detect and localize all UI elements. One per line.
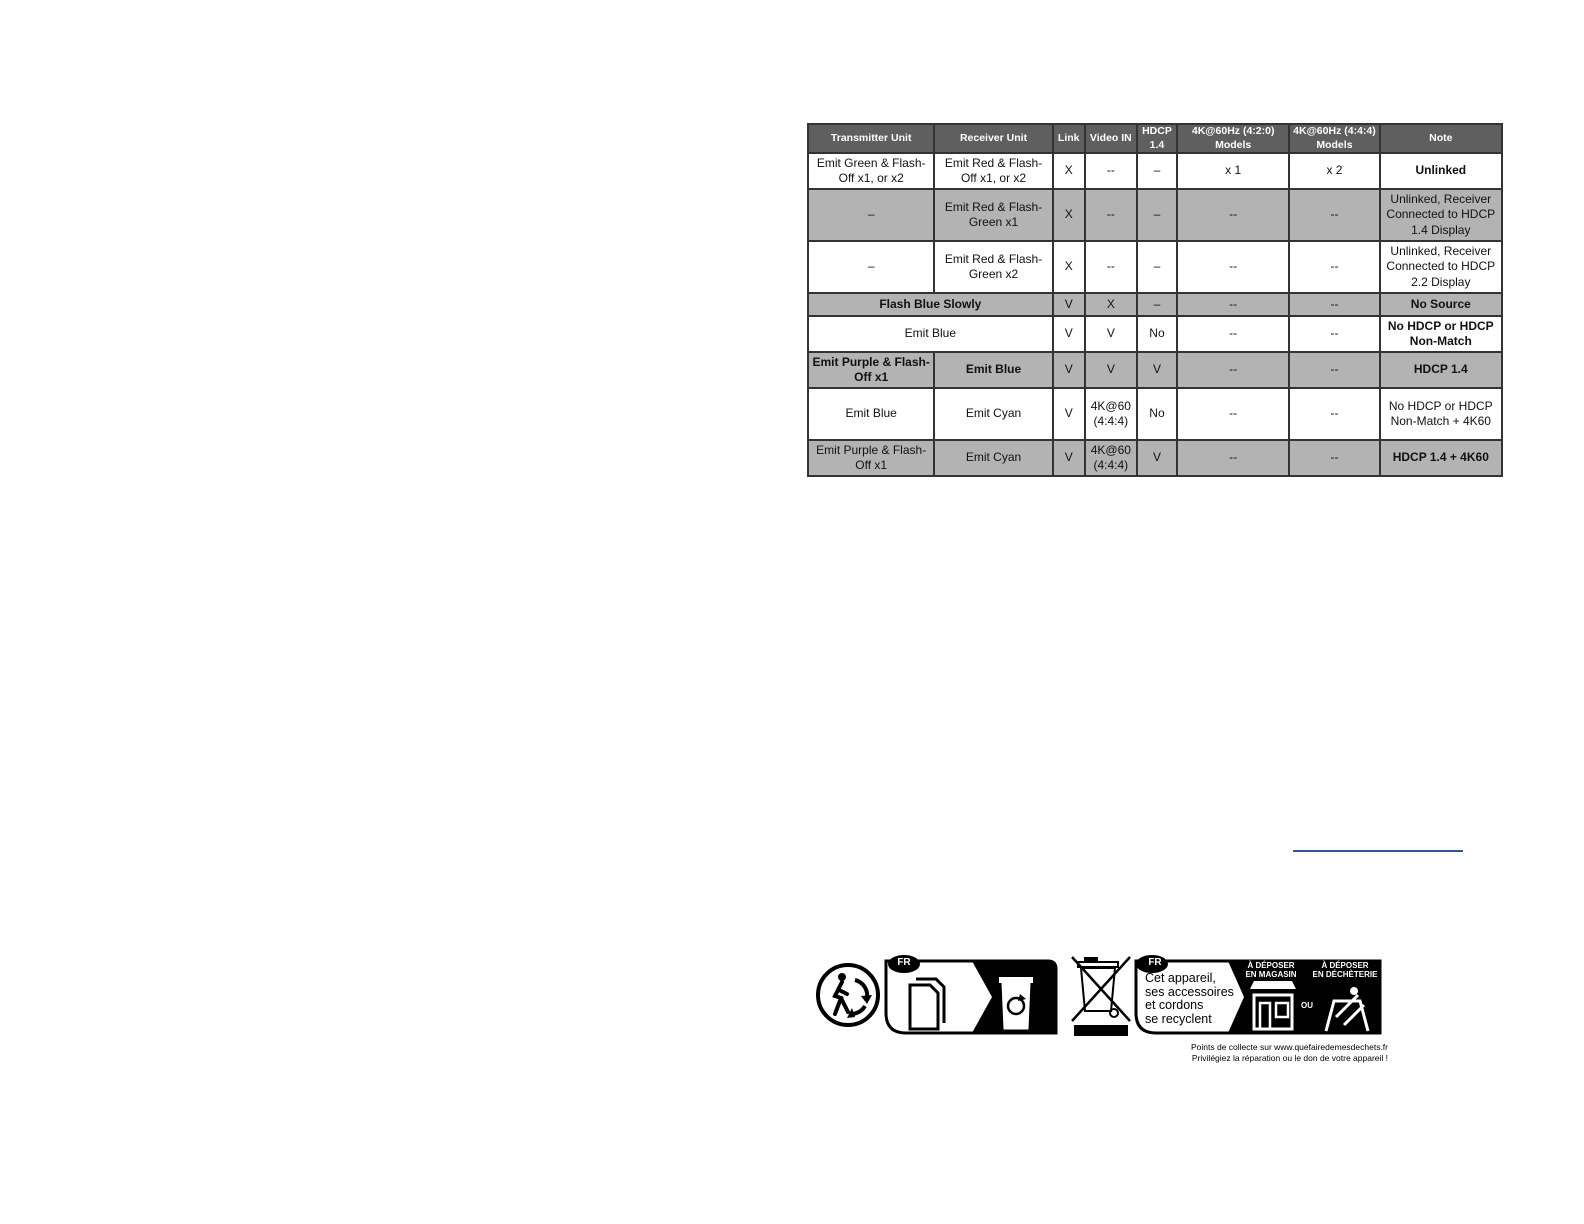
cell-transmitter: – bbox=[808, 241, 934, 293]
cell-video-in: -- bbox=[1085, 189, 1137, 241]
or-label: OU bbox=[1301, 1001, 1313, 1010]
header-transmitter-unit: Transmitter Unit bbox=[808, 124, 934, 153]
cell-4k60-444: -- bbox=[1289, 440, 1379, 476]
cell-link: X bbox=[1053, 241, 1085, 293]
cell-transmitter: Emit Purple & Flash-Off x1 bbox=[808, 440, 934, 476]
cell-video-in: X bbox=[1085, 293, 1137, 316]
cell-video-in: -- bbox=[1085, 241, 1137, 293]
cell-4k60-444: -- bbox=[1289, 388, 1379, 440]
cell-link: V bbox=[1053, 352, 1085, 388]
cell-video-in: V bbox=[1085, 316, 1137, 352]
cell-hdcp: – bbox=[1137, 153, 1177, 189]
header-video-in: Video IN bbox=[1085, 124, 1137, 153]
cell-transmitter: Emit Blue bbox=[808, 388, 934, 440]
cell-4k60-420: -- bbox=[1177, 241, 1289, 293]
led-status-table bbox=[807, 123, 1503, 477]
repair-note-text: Privilégiez la réparation ou le don de votre appareil ! bbox=[1191, 1053, 1388, 1063]
cell-4k60-420: -- bbox=[1177, 293, 1289, 316]
cell-hdcp: – bbox=[1137, 189, 1177, 241]
cell-4k60-444: -- bbox=[1289, 352, 1379, 388]
cell-receiver: Emit Red & Flash-Off x1, or x2 bbox=[934, 153, 1052, 189]
cell-receiver: Emit Blue bbox=[934, 352, 1052, 388]
table-row bbox=[808, 241, 1502, 293]
cell-link: V bbox=[1053, 293, 1085, 316]
cell-link: V bbox=[1053, 316, 1085, 352]
header-hdcp-1-4: HDCP 1.4 bbox=[1137, 124, 1177, 153]
crossed-wheelie-bin-icon bbox=[1068, 953, 1138, 1037]
cell-hdcp: No bbox=[1137, 388, 1177, 440]
drop-at-dump-label: À DÉPOSER EN DÉCHÈTERIE bbox=[1312, 961, 1378, 979]
cell-note: No Source bbox=[1380, 293, 1502, 316]
table-row bbox=[808, 440, 1502, 476]
cell-link: X bbox=[1053, 189, 1085, 241]
cell-transmitter: Emit Green & Flash-Off x1, or x2 bbox=[808, 153, 934, 189]
cell-receiver: Emit Red & Flash-Green x1 bbox=[934, 189, 1052, 241]
table-row bbox=[808, 352, 1502, 388]
table-row bbox=[808, 316, 1502, 352]
recycling-bin-icon bbox=[999, 977, 1033, 1029]
table-row bbox=[808, 293, 1502, 316]
cell-receiver: Emit Cyan bbox=[934, 388, 1052, 440]
cell-4k60-444: -- bbox=[1289, 316, 1379, 352]
cell-hdcp: V bbox=[1137, 440, 1177, 476]
fr-badge: FR bbox=[897, 957, 911, 968]
table-row bbox=[808, 153, 1502, 189]
cell-4k60-444: -- bbox=[1289, 241, 1379, 293]
cell-video-in: -- bbox=[1085, 153, 1137, 189]
header-receiver-unit: Receiver Unit bbox=[934, 124, 1052, 153]
collection-points-text: Points de collecte sur www.quefairedemesdechets.fr bbox=[1190, 1042, 1388, 1052]
cell-link: V bbox=[1053, 388, 1085, 440]
cell-receiver: Emit Red & Flash-Green x2 bbox=[934, 241, 1052, 293]
cell-4k60-420: -- bbox=[1177, 316, 1289, 352]
appliance-recycling-text: Cet appareil, ses accessoires et cordons se recyclent bbox=[1145, 971, 1234, 1026]
cell-link: V bbox=[1053, 440, 1085, 476]
cell-note: HDCP 1.4 bbox=[1380, 352, 1502, 388]
cell-transmitter: – bbox=[808, 189, 934, 241]
cell-note: No HDCP or HDCP Non-Match + 4K60 bbox=[1380, 388, 1502, 440]
cell-transmitter-and-receiver: Emit Blue bbox=[808, 316, 1053, 352]
cell-4k60-420: -- bbox=[1177, 189, 1289, 241]
cell-note: Unlinked, Receiver Connected to HDCP 2.2 Display bbox=[1380, 241, 1502, 293]
cell-4k60-444: -- bbox=[1289, 293, 1379, 316]
table-header-row bbox=[808, 124, 1502, 153]
cell-4k60-444: x 2 bbox=[1289, 153, 1379, 189]
cell-video-in: 4K@60 (4:4:4) bbox=[1085, 440, 1137, 476]
cell-note: Unlinked bbox=[1380, 153, 1502, 189]
blue-underline-rule bbox=[1293, 850, 1463, 852]
header-4k60-444-models: 4K@60Hz (4:4:4) Models bbox=[1289, 124, 1379, 153]
drop-in-store-label: À DÉPOSER EN MAGASIN bbox=[1245, 961, 1297, 979]
cell-hdcp: No bbox=[1137, 316, 1177, 352]
triman-icon bbox=[815, 962, 881, 1028]
header-link: Link bbox=[1053, 124, 1085, 153]
cell-4k60-420: -- bbox=[1177, 388, 1289, 440]
cell-note: No HDCP or HDCP Non-Match bbox=[1380, 316, 1502, 352]
cell-note: Unlinked, Receiver Connected to HDCP 1.4 Display bbox=[1380, 189, 1502, 241]
cell-receiver: Emit Cyan bbox=[934, 440, 1052, 476]
header-note: Note bbox=[1380, 124, 1502, 153]
header-4k60-420-models: 4K@60Hz (4:2:0) Models bbox=[1177, 124, 1289, 153]
fr-badge: FR bbox=[1148, 957, 1162, 968]
cell-note: HDCP 1.4 + 4K60 bbox=[1380, 440, 1502, 476]
cell-link: X bbox=[1053, 153, 1085, 189]
cell-4k60-444: -- bbox=[1289, 189, 1379, 241]
cell-transmitter: Emit Purple & Flash-Off x1 bbox=[808, 352, 934, 388]
cell-hdcp: – bbox=[1137, 293, 1177, 316]
cell-4k60-420: -- bbox=[1177, 440, 1289, 476]
cell-transmitter-and-receiver: Flash Blue Slowly bbox=[808, 293, 1053, 316]
cell-video-in: V bbox=[1085, 352, 1137, 388]
cell-4k60-420: -- bbox=[1177, 352, 1289, 388]
table-row bbox=[808, 388, 1502, 440]
cell-hdcp: – bbox=[1137, 241, 1177, 293]
cell-hdcp: V bbox=[1137, 352, 1177, 388]
cell-video-in: 4K@60 (4:4:4) bbox=[1085, 388, 1137, 440]
cell-4k60-420: x 1 bbox=[1177, 153, 1289, 189]
table-row bbox=[808, 189, 1502, 241]
